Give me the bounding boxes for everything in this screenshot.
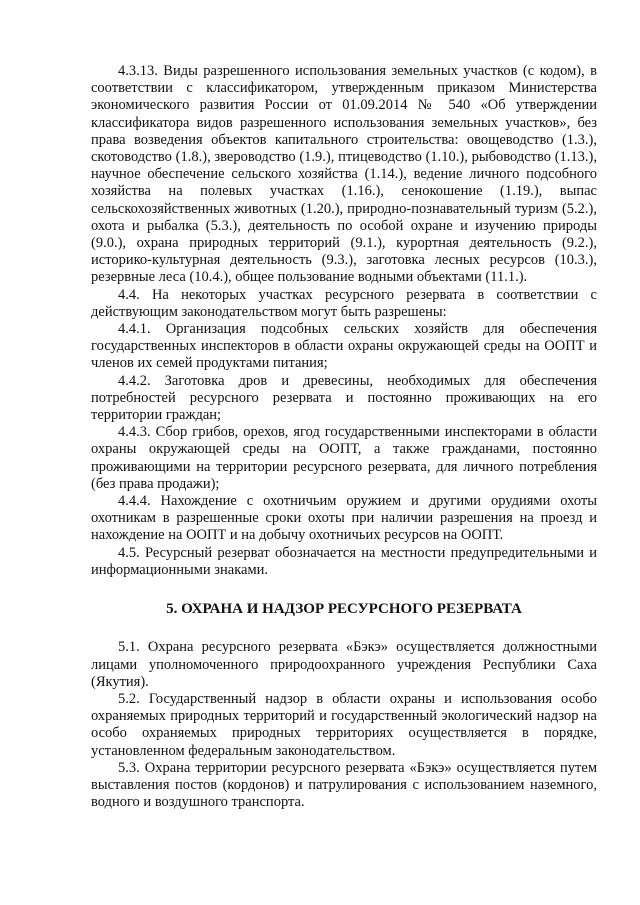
paragraph-5-1: 5.1. Охрана ресурсного резервата «Бэкэ» осуществляется должностными лицами уполномоченного природоохранного учреждения Республики Саха (Якутия). (91, 639, 597, 690)
paragraph-4-4-3: 4.4.3. Сбор грибов, орехов, ягод государственными инспекторами в области охраны окружающей среды на ООПТ, а также гражданами, постоянно проживающими на территории ресурсного резервата, для личного потребления (без права продажи); (91, 424, 597, 492)
paragraph-4-4-4: 4.4.4. Нахождение с охотничьим оружием и другими орудиями охоты охотникам в разрешенные сроки охоты при наличии разрешения на проезд и нахождение на ООПТ и на добычу охотничьих ресурсов на ООПТ. (91, 493, 597, 544)
paragraph-5-3: 5.3. Охрана территории ресурсного резервата «Бэкэ» осуществляется путем выставления постов (кордонов) и патрулирования с использованием наземного, водного и воздушного транспорта. (91, 759, 597, 811)
section-heading: 5. ОХРАНА И НАДЗОР РЕСУРСНОГО РЕЗЕРВАТА (166, 601, 522, 618)
document-page (91, 63, 597, 811)
paragraph-4-5: 4.5. Ресурсный резерват обозначается на местности предупредительными и информационными знаками. (91, 544, 597, 578)
paragraph-4-4: 4.4. На некоторых участках ресурсного резервата в соответствии с действующим законодательством могут быть разрешены: (91, 286, 597, 320)
paragraph-4-4-1: 4.4.1. Организация подсобных сельских хозяйств для обеспечения государственных инспекторов в области охраны окружающей среды на ООПТ и членов их семей продуктами питания; (91, 321, 597, 372)
paragraph-5-2: 5.2. Государственный надзор в области охраны и использования особо охраняемых природных территорий и государственный экологический надзор на особо охраняемых природных территориях осуществляется в порядке, установленном федеральным законодательством. (91, 690, 597, 759)
paragraph-4-4-2: 4.4.2. Заготовка дров и древесины, необходимых для обеспечения потребностей ресурсного резервата и постоянно проживающих на его территории граждан; (91, 372, 597, 424)
paragraph-4-3-13: 4.3.13. Виды разрешенного использования земельных участков (с кодом), в соответствии с классификатором, утвержденным приказом Министерства экономического развития России от 01.09.2014 № 540 «Об утверждении классификатора видов разрешенного использования земельных участков», без права возведения объектов капитального строительства: овощеводство (1.3.), скотоводство (1.8.), звероводство (1.9.), птицеводство (1.10.), рыбоводство (1.13.), научное обеспечение сельского хозяйства (1.14.), ведение личного подсобного хозяйства на полевых участках (1.16.), сенокошение (1.19.), выпас сельскохозяйственных животных (1.20.), природно-познавательный туризм (5.2.), охота и рыбалка (5.3.), деятельность по особой охране и изучению природы (9.0.), охрана природных территорий (9.1.), курортная деятельность (9.2.), историко-культурная деятельность (9.3.), заготовка лесных ресурсов (10.3.), резервные леса (10.4.), общее пользование водными объектами (11.1.). (91, 63, 597, 286)
